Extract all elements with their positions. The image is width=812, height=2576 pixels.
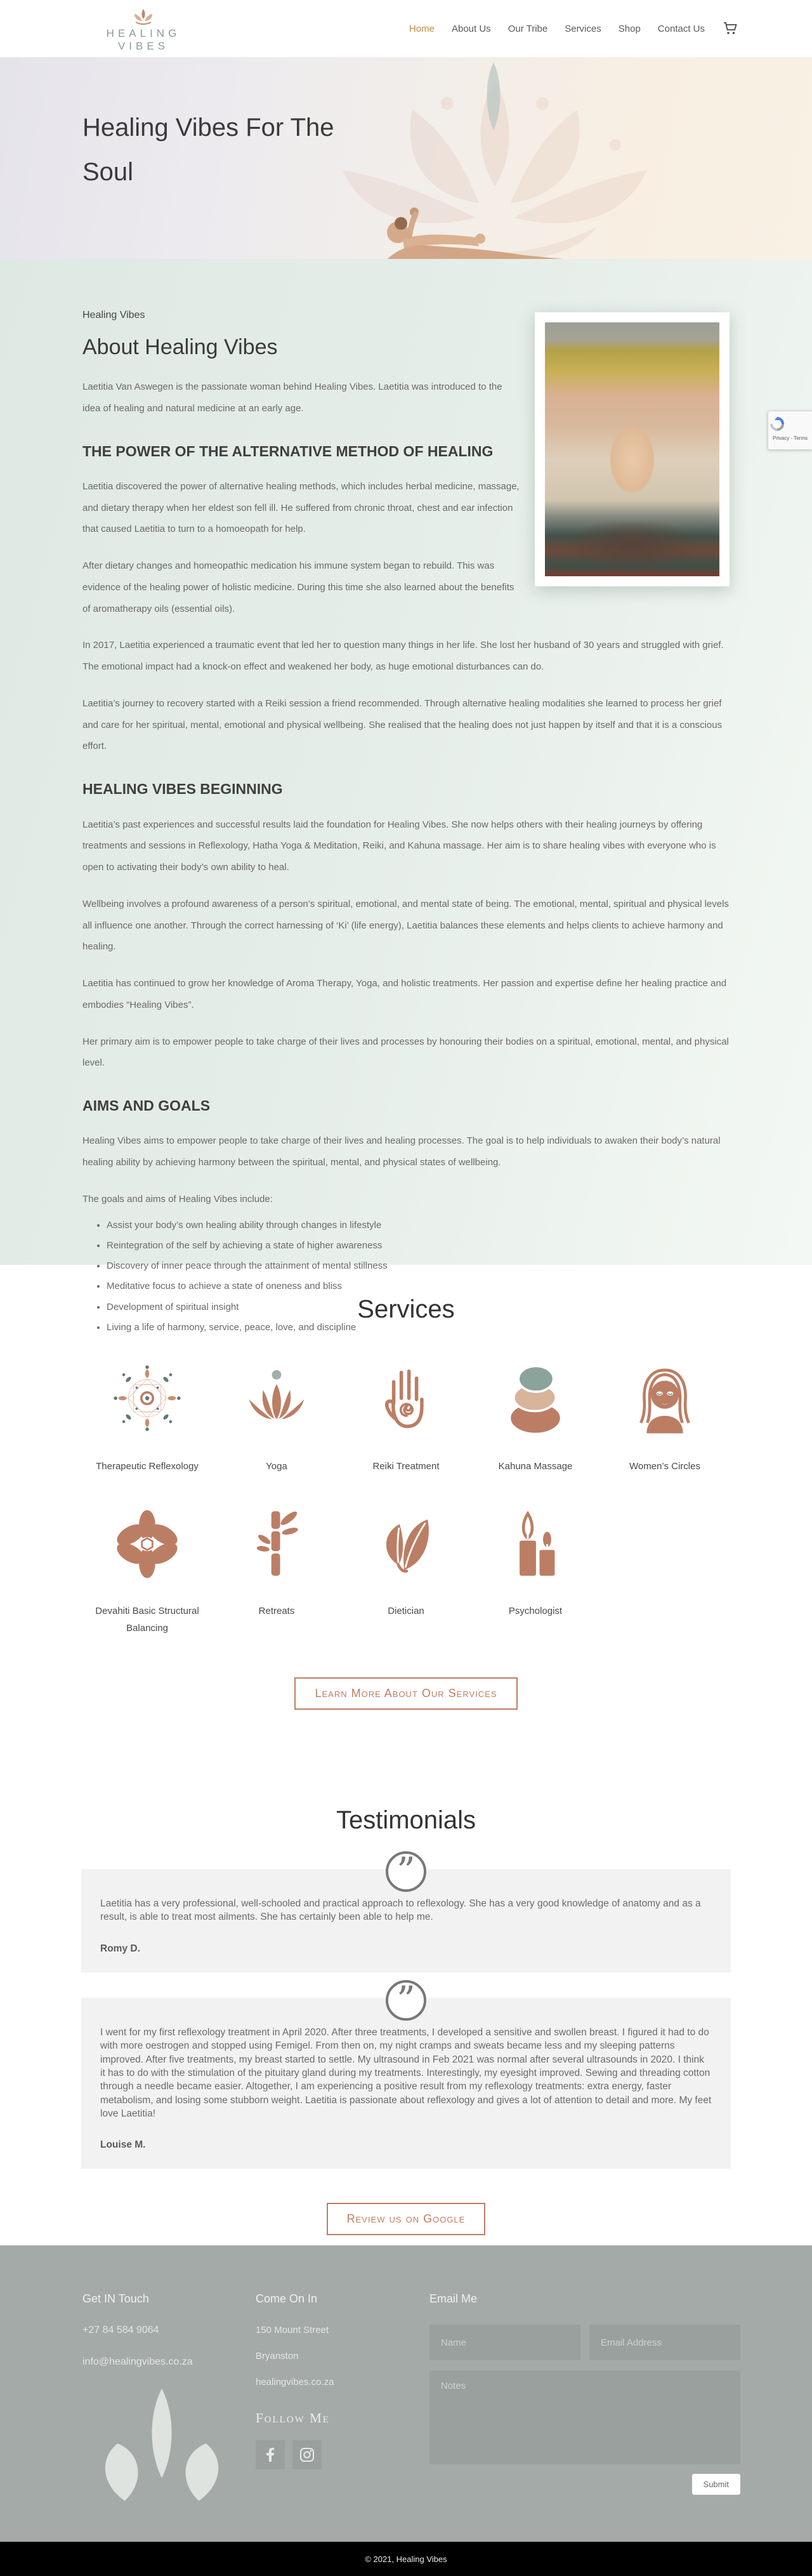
about-paragraph: Her primary aim is to empower people to take charge of their lives and processes by honouring their bodies on a spiritual, emotional, mental, and physical level. — [82, 1036, 729, 1069]
recaptcha-badge[interactable] — [768, 411, 812, 450]
nav-our-tribe[interactable]: Our Tribe — [508, 23, 548, 34]
copyright-bar — [0, 2542, 812, 2576]
service-label: Devahiti Basic Structural Balancing — [95, 1606, 199, 1634]
goal-item: • Discovery of inner peace through the attainment of mental stillness — [107, 1256, 730, 1276]
service-retreats[interactable] — [212, 1507, 341, 1637]
copyright-text: © 2021, Healing Vibes — [365, 2554, 447, 2564]
reiki-hand-icon — [341, 1362, 471, 1437]
contact-form — [429, 2325, 740, 2489]
meditating-person-image — [365, 204, 593, 263]
goals-list — [107, 1215, 730, 1338]
about-label: Healing Vibes — [82, 310, 145, 320]
about-paragraph: Healing Vibes aims to empower people to take charge of their lives and healing processes. The goal is to help individuals to awaken their body’s natural healing ability by achieving harmony between the spiritual, mental, and physical states of wellbeing. — [82, 1135, 721, 1168]
woman-face-icon — [600, 1362, 730, 1437]
footer-contact-column — [82, 2292, 241, 2502]
about-paragraph: In 2017, Laetitia experienced a traumatic event that led her to question many things in her life. She lost her husband of 30 years and struggled with grief. The emotional impact had a knock-on effect and weakened her body, as huge emotional disturbances can do. — [82, 640, 724, 673]
testimonial-card — [81, 1998, 731, 2169]
footer-visit-column — [256, 2292, 402, 2469]
nav-about-us[interactable]: About Us — [451, 23, 491, 34]
services-section — [0, 1265, 812, 1764]
service-label: Dietician — [388, 1606, 424, 1617]
service-dietician[interactable] — [341, 1507, 471, 1637]
footer-address-street: 150 Mount Street — [256, 2325, 329, 2335]
site-footer — [0, 2245, 812, 2542]
submit-button[interactable]: Submit — [692, 2474, 740, 2495]
service-yoga[interactable] — [212, 1362, 341, 1475]
footer-contact-heading: Get IN Touch — [82, 2292, 149, 2305]
footer-email[interactable]: info@healingvibes.co.za — [82, 2356, 193, 2367]
quote-icon: ” — [386, 1851, 426, 1892]
footer-address-city: Bryanston — [256, 2351, 299, 2361]
recaptcha-privacy-label[interactable]: Privacy - Terms — [773, 435, 808, 441]
testimonial-author: Louise M. — [100, 2139, 146, 2151]
about-heading-aims: AIMS AND GOALS — [82, 1097, 211, 1114]
notes-textarea[interactable] — [429, 2370, 740, 2464]
service-reiki[interactable] — [341, 1362, 471, 1475]
site-header — [0, 0, 812, 57]
quote-icon: ” — [386, 1980, 426, 2021]
goal-item: • Living a life of harmony, service, peace, love, and discipline — [107, 1318, 730, 1338]
teal-leaf-icon — [480, 62, 508, 132]
reflexology-mandala-icon — [82, 1362, 212, 1437]
name-input[interactable] — [429, 2325, 580, 2360]
lotus-logo-icon — [90, 2388, 233, 2502]
stacked-stones-icon — [471, 1362, 600, 1437]
service-label: Reiki Treatment — [372, 1461, 440, 1472]
testimonial-quote: Laetitia has a very professional, well-schooled and practical approach to reflexology. She has a very good knowledge of anatomy and as a result, is able to treat most ailments. She has certainly been able to help me. — [100, 1898, 701, 1923]
goal-item: • Meditative focus to achieve a state of oneness and bliss — [107, 1276, 730, 1297]
service-label: Kahuna Massage — [498, 1461, 573, 1472]
recaptcha-icon — [768, 415, 812, 433]
service-psychologist[interactable] — [471, 1507, 600, 1637]
service-reflexology[interactable] — [82, 1362, 212, 1475]
about-heading-beginning: HEALING VIBES BEGINNING — [82, 781, 283, 798]
lotus-icon — [212, 1362, 341, 1437]
service-label: Therapeutic Reflexology — [96, 1461, 199, 1472]
service-womens-circles[interactable] — [600, 1362, 730, 1475]
candles-icon — [471, 1507, 600, 1582]
nav-contact-us[interactable]: Contact Us — [657, 23, 705, 34]
service-label: Retreats — [258, 1606, 295, 1617]
bamboo-icon — [212, 1507, 341, 1582]
footer-website[interactable]: healingvibes.co.za — [256, 2377, 334, 2388]
main-nav — [409, 0, 737, 57]
service-kahuna[interactable] — [471, 1362, 600, 1475]
testimonials-section — [0, 1764, 812, 2245]
goal-item: • Reintegration of the self by achieving a state of higher awareness — [107, 1236, 730, 1256]
services-title: Services — [357, 1295, 455, 1323]
service-label: Yoga — [266, 1461, 287, 1472]
about-heading-power: THE POWER OF THE ALTERNATIVE METHOD OF HEALING — [82, 442, 494, 459]
footer-phone[interactable]: +27 84 584 9064 — [82, 2325, 159, 2335]
nav-shop[interactable]: Shop — [618, 23, 641, 34]
service-devahiti[interactable] — [82, 1507, 212, 1637]
about-title: About Healing Vibes — [82, 335, 278, 359]
goal-item: • Development of spiritual insight — [107, 1297, 730, 1318]
instagram-icon[interactable] — [292, 2440, 322, 2469]
about-paragraph: Laetitia’s journey to recovery started with a Reiki session a friend recommended. Through alternative healing modalities she learned to process her grief and care for her spiritual, mental, emotional and physical wellbeing. She realised that the healing does not just happen by itself and that it is a conscious effort. — [82, 697, 723, 752]
nav-home[interactable]: Home — [409, 23, 435, 34]
follow-me-heading: Follow Me — [256, 2410, 330, 2426]
service-label: Psychologist — [508, 1606, 563, 1617]
lotus-logo-icon — [133, 9, 154, 25]
about-paragraph: After dietary changes and homeopathic medication his immune system began to rebuild. This was evidence of the healing power of holistic medicine. During this time she also learned about the benefits of aromatherapy oils (essential oils). — [82, 560, 514, 614]
testimonial-author: Romy D. — [100, 1943, 140, 1954]
footer-form-column — [429, 2292, 740, 2489]
brand-logo[interactable] — [81, 9, 206, 53]
about-intro: Laetitia Van Aswegen is the passionate woman behind Healing Vibes. Laetitia was introduced to the idea of healing and natural medicine at an early age. — [82, 381, 502, 414]
nav-services[interactable]: Services — [565, 23, 601, 34]
cart-icon[interactable] — [723, 22, 737, 35]
about-photo-frame — [535, 312, 730, 586]
footer-form-heading: Email Me — [429, 2292, 478, 2305]
massage-photo — [545, 322, 719, 576]
about-paragraph: Laetitia discovered the power of alternative healing methods, which includes herbal medicine, massage, and dietary therapy when her eldest son fell ill. He suffered from chronic throat, chest and ear infection that caused Laetitia to turn to a homoeopath for help. — [82, 480, 520, 535]
goal-item: • Assist your body’s own healing ability through changes in lifestyle — [107, 1215, 730, 1236]
facebook-icon[interactable] — [256, 2440, 285, 2469]
email-input[interactable] — [589, 2325, 740, 2360]
flower-icon — [82, 1507, 212, 1582]
learn-more-services-button[interactable]: Learn More About Our Services — [294, 1677, 517, 1710]
leaves-icon — [341, 1507, 471, 1582]
review-google-button[interactable]: Review us on Google — [327, 2203, 486, 2235]
about-paragraph: Laetitia has continued to grow her knowledge of Aroma Therapy, Yoga, and holistic treatments. Her passion and expertise define her healing practice and embodies “Healing Vibes”. — [82, 978, 727, 1010]
service-label: Women’s Circles — [629, 1461, 700, 1472]
testimonials-title: Testimonials — [336, 1806, 476, 1834]
services-grid — [82, 1362, 730, 1668]
brand-name: HEALING VIBES — [106, 27, 181, 52]
testimonial-quote: I went for my first reflexology treatment in April 2020. After three treatments, I developed a sensitive and swollen breast. I figured it had to do with more oestrogen and stopped using Femigel. From then on, my night cramps and sweats became less and my sleeping patterns improved. After five treatments, my breast started to settle. My ultrasound in Feb 2021 was normal after several ultrasounds in 2020. I think it has to do with the stimulation of the pituitary gland during my treatments. Interestingly, my eyesight improved. Sewing and threading cotton through a needle became easier. Altogether, I am experiencing a positive result from my reflexology treatments: extra energy, faster metabolism, and losing some stubborn weight. Laetitia is passionate about reflexology and gives a lot of attention to detail and more. My feet love Laetitia! — [100, 2026, 712, 2119]
about-paragraph: Laetitia’s past experiences and successful results laid the foundation for Healing Vibes. She now helps others with their healing journeys by offering treatments and sessions in Reflexology, Hatha Yoga & Meditation, Reiki, and Kahuna massage. Her aim is to share healing vibes with everyone who is open to activating their body’s own ability to heal. — [82, 819, 716, 873]
hero-title: Healing Vibes For The Soul — [82, 114, 334, 186]
social-links — [256, 2440, 402, 2469]
hero-section — [0, 57, 812, 259]
about-paragraph: The goals and aims of Healing Vibes include: — [82, 1193, 273, 1205]
footer-visit-heading: Come On In — [256, 2292, 318, 2305]
about-paragraph: Wellbeing involves a profound awareness of a person’s spiritual, emotional, and mental state of being. The emotional, mental, spiritual and physical levels all influence one another. Through the correct harnessing of ‘Ki’ (life energy), Laetitia balances these elements and helps clients to achieve harmony and healing. — [82, 898, 729, 953]
